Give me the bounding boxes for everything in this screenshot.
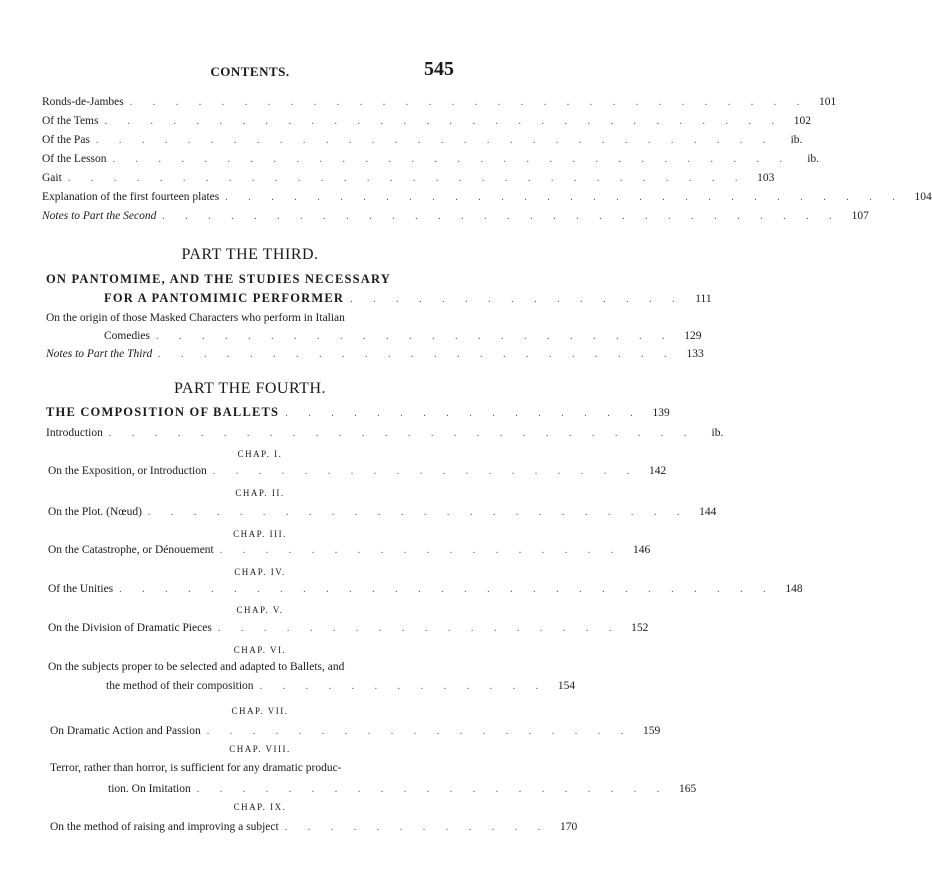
toc-entry-label: Of the Lesson — [42, 153, 107, 165]
toc-entry[interactable] — [48, 462, 667, 480]
toc-entry[interactable] — [42, 188, 932, 206]
toc-entry-page: 101 — [819, 96, 837, 108]
dot-leader: . . . . . . . . . . . . . . . . . . . — [212, 466, 639, 477]
toc-entry[interactable] — [42, 93, 837, 111]
toc-entry-label: Terror, rather than horror, is sufficient for any dramatic produc- — [50, 762, 342, 774]
chapter-number: CHAP. I. — [237, 449, 283, 459]
toc-entry-page: 165 — [678, 783, 697, 795]
running-head: CONTENTS. — [210, 64, 290, 79]
toc-entry[interactable] — [108, 780, 697, 798]
toc-entry-label: On the Catastrophe, or Dénouement — [48, 544, 214, 556]
toc-entry[interactable] — [42, 150, 820, 168]
toc-entry[interactable] — [48, 541, 651, 559]
chapter-number: CHAP. VI. — [233, 645, 287, 655]
toc-entry-page: 152 — [631, 622, 649, 634]
toc-entry-label: Of the Unities — [48, 583, 114, 595]
toc-entry[interactable] — [50, 722, 661, 740]
toc-entry[interactable] — [48, 503, 717, 521]
toc-entry-page: 133 — [686, 348, 704, 360]
toc-entry-label: THE COMPOSITION OF BALLETS — [46, 405, 280, 419]
toc-entry-notes[interactable] — [42, 207, 869, 225]
dot-leader: . . . . . . . . . . . . . . . . . . . . . — [196, 784, 669, 795]
dot-leader: . . . . . . . . . . . . . . . . . . . . . . . . . . . . . . — [104, 116, 783, 127]
chapter-number: CHAP. II. — [235, 488, 285, 498]
dot-leader: . . . . . . . . . . . . . . . . . . — [219, 545, 623, 556]
toc-entry[interactable] — [42, 169, 775, 187]
toc-entry-label: the method of their composition — [106, 680, 254, 692]
dot-leader: . . . . . . . . . . . . . . . — [350, 294, 684, 305]
toc-entry[interactable] — [104, 289, 712, 307]
toc-entry-label: On the origin of those Masked Characters who perform in Italian — [46, 312, 345, 324]
dot-leader: . . . . . . . . . . . . . . . . . . . — [206, 726, 633, 737]
toc-entry[interactable] — [46, 424, 724, 442]
toc-entry-label: Of the Pas — [42, 134, 90, 146]
dot-leader: . . . . . . . . . . . . . . . . . . . . . . . . . . . . . . — [67, 173, 747, 184]
toc-entry-label: On the method of raising and improving a subject — [50, 821, 279, 833]
dot-leader: . . . . . . . . . . . . . . . . . . . . . . . — [156, 331, 674, 342]
toc-entry[interactable] — [42, 131, 803, 149]
dot-leader: . . . . . . . . . . . . . . . . . . . . . . . . . . . . . . — [95, 135, 775, 146]
toc-entry-label: On the Division of Dramatic Pieces — [48, 622, 212, 634]
toc-entry-label: Introduction — [46, 427, 103, 439]
chapter-number: CHAP. VII. — [231, 706, 289, 716]
toc-entry[interactable] — [106, 677, 576, 695]
toc-entry-label: On the Exposition, or Introduction — [48, 465, 207, 477]
toc-entry-page: 129 — [684, 330, 702, 342]
toc-entry-label: Ronds-de-Jambes — [42, 96, 124, 108]
toc-entry-page: ib. — [807, 153, 820, 165]
toc-entry-label: Gait — [42, 172, 62, 184]
dot-leader: . . . . . . . . . . . . . . . . . . . . . . . . . . . . . . — [162, 211, 841, 222]
dot-leader: . . . . . . . . . . . . . . . . . . . . . . . . . . . . . . — [112, 154, 792, 165]
toc-entry[interactable] — [50, 818, 578, 836]
chapter-number: CHAP. IV. — [234, 567, 286, 577]
toc-entry-page: 139 — [652, 407, 670, 419]
dot-leader: . . . . . . . . . . . . — [284, 822, 550, 833]
toc-entry[interactable] — [48, 580, 803, 598]
toc-entry-page: ib. — [790, 134, 803, 146]
toc-entry-label: Notes to Part the Third — [46, 348, 153, 360]
toc-entry-page: 142 — [649, 465, 667, 477]
toc-entry-page: 111 — [695, 293, 712, 305]
dot-leader: . . . . . . . . . . . . . . . . . . . . . . . . . . — [108, 428, 696, 439]
toc-entry[interactable] — [104, 327, 702, 345]
toc-entry-page: 104 — [914, 191, 932, 203]
toc-entry-page: ib. — [711, 427, 724, 439]
toc-entry-page: 170 — [559, 821, 578, 833]
chapter-number: CHAP. VIII. — [229, 744, 291, 754]
toc-entry-label: On the subjects proper to be selected and adapted to Ballets, and — [48, 661, 345, 673]
toc-entry-page: 148 — [785, 583, 803, 595]
dot-leader: . . . . . . . . . . . . . . . . . . — [217, 623, 621, 634]
toc-entry-label: Notes to Part the Second — [42, 210, 157, 222]
toc-entry-label: Comedies — [104, 330, 150, 342]
toc-entry-label: Of the Tems — [42, 115, 99, 127]
toc-entry-page: 144 — [699, 506, 717, 518]
toc-entry[interactable] — [46, 403, 670, 421]
toc-entry-page: 107 — [851, 210, 869, 222]
toc-entry[interactable] — [48, 619, 649, 637]
dot-leader: . . . . . . . . . . . . . . . . . . . . . . . . . . . . . . — [129, 97, 809, 108]
toc-entry-label: Explanation of the first fourteen plates — [42, 191, 220, 203]
toc-entry-label: FOR A PANTOMIMIC PERFORMER — [104, 291, 345, 305]
chapter-number: CHAP. III. — [233, 529, 287, 539]
toc-entry-label: On Dramatic Action and Passion — [50, 725, 201, 737]
dot-leader: . . . . . . . . . . . . . . . . . . . . . . . . — [147, 507, 689, 518]
toc-entry-page: 159 — [643, 725, 661, 737]
dot-leader: . . . . . . . . . . . . . — [259, 681, 548, 692]
toc-entry-page: 154 — [557, 680, 576, 692]
page-number: 545 — [424, 58, 454, 80]
part-four-heading: PART THE FOURTH. — [173, 380, 327, 397]
toc-entry-page: 103 — [757, 172, 775, 184]
dot-leader: . . . . . . . . . . . . . . . . . . . . . . . — [158, 349, 676, 360]
toc-entry-page: 146 — [633, 544, 651, 556]
toc-entry-page: 102 — [793, 115, 811, 127]
dot-leader: . . . . . . . . . . . . . . . . . . . . . . . . . . . . . . — [225, 192, 904, 203]
toc-entry-label: On the Plot. (Nœud) — [48, 506, 142, 518]
part-three-heading: PART THE THIRD. — [181, 246, 319, 263]
toc-entry[interactable] — [42, 112, 811, 130]
toc-entry-label: tion. On Imitation — [108, 783, 191, 795]
toc-entry-notes[interactable] — [46, 345, 704, 363]
part-three-subtitle: ON PANTOMIME, AND THE STUDIES NECESSARY — [46, 272, 392, 286]
dot-leader: . . . . . . . . . . . . . . . . . . . . . . . . . . . . . — [119, 584, 775, 595]
chapter-number: CHAP. V. — [236, 605, 284, 615]
dot-leader: . . . . . . . . . . . . . . . . — [285, 408, 642, 419]
chapter-number: CHAP. IX. — [233, 802, 287, 812]
